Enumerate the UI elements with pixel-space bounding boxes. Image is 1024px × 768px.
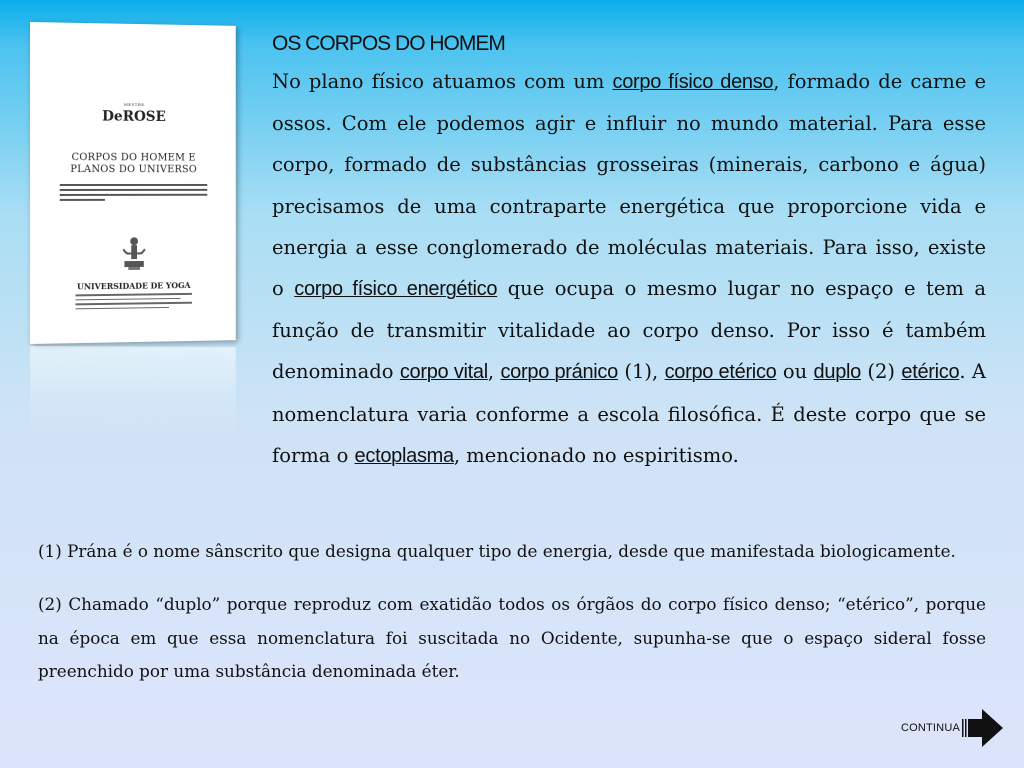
body-text-segment: No plano físico atuamos com um [272,70,613,93]
term-corpo-vital: corpo vital [399,361,488,384]
book-cover-image [30,22,236,344]
body-text-segment: , mencionado no espiritismo. [453,443,739,467]
continue-button[interactable] [901,708,1004,748]
arrow-right-icon [962,708,1004,748]
term-corpo-pranico: corpo pránico [500,361,618,384]
term-ectoplasma: ectoplasma [354,444,454,467]
page-title: OS CORPOS DO HOMEM [272,32,505,55]
term-corpo-fisico-energetico: corpo físico energético [294,278,498,301]
body-text-segment: , [487,360,501,384]
body-text-segment: que ocupa o mesmo lugar no espaço e tem a função de transmitir vitalidade ao corpo denso. Por isso é também denominado [272,277,986,384]
footnote-1: (1) Prána é o nome sânscrito que designa qualquer tipo de energia, desde que manifestada biologicamente. [38,541,956,561]
term-eterico: etérico [901,361,960,384]
body-text-segment: ou [776,360,814,384]
book-publisher-details [76,293,192,312]
main-paragraph [272,61,986,477]
book-author: DeROSE [102,108,166,125]
body-text-segment: . A nomenclatura varia conforme a escola filosófica. É deste corpo que se forma o [272,360,986,467]
body-text-segment: , formado de carne e ossos. Com ele podemos agir e influir no mundo material. Para esse corpo, formado de substâncias grosseiras (minerais, carbono e água) precisamos de uma contraparte energética que proporcione vida e energia a esse conglomerado de moléculas materiais. Para isso, existe o [272,70,987,301]
book-author-prefix: MESTRE [123,101,145,108]
book-subtitle-lines [60,184,208,204]
body-text-segment: (1), [617,360,665,384]
book-reflection [30,346,236,441]
body-text-segment: (2) [860,360,902,384]
book-title: CORPOS DO HOMEM E PLANOS DO UNIVERSO [70,152,198,176]
term-corpo-eterico: corpo etérico [664,361,777,384]
footnote-2: (2) Chamado “duplo” porque reproduz com exatidão todos os órgãos do corpo físico denso; “etérico”, porque na época em que essa nomenclatura foi suscitada no Ocidente, supunha-se que o espaço sideral fosse preenchido por uma substância denominada éter. [38,594,986,681]
term-corpo-fisico-denso: corpo físico denso [612,71,774,93]
term-duplo: duplo [813,361,861,384]
emblem-icon [121,235,148,271]
continue-label: CONTINUA [900,722,960,734]
book-publisher: UNIVERSIDADE DE YOGA [76,280,191,292]
